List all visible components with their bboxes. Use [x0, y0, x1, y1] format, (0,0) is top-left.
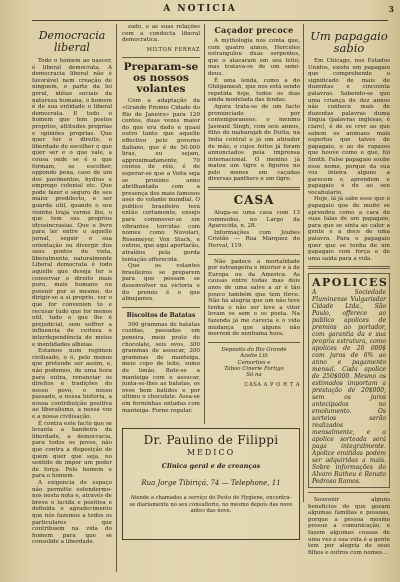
article-headline: Um papagaio sabio [310, 29, 388, 55]
article-paragraph: É uma lenda, como a do Ghilgamesh, que nos está sendo repetida hoje, todos os dias ainda modelada das lendas. [208, 77, 300, 104]
divider [308, 492, 390, 493]
ad-line: Só na [246, 372, 262, 379]
column-divider [303, 24, 304, 502]
classified-headline: CASA [233, 193, 275, 208]
article-paragraph: Estamos num regimen civilisado, o ó, pelo menos que pretende ser assim, e, não podemos, de uma hora para outra, renunciar os direitos e tradições do nosso povo, o nosso passado, a nossa historia, a nossa contribuição positiva ao liberalismo, a nossa voz e a nossa civilisação. [32, 348, 112, 421]
article-headline: Caçador precoce [214, 25, 294, 35]
page-number: 3 [388, 4, 394, 14]
classified-text: Aluga-se uma casa com 13 commodos, no Largo da Aparecida, n. 28. [208, 210, 300, 230]
ad-doctor-name: Dr. Paulino de Filippi [143, 433, 279, 447]
ad-specialty: MEDICO [186, 448, 236, 457]
article-paragraph: Não padece a mortalidade por estrangeira e interior e à de Europa ou da America. As causas entre todas mas dois anos de uma salve a ar é tão pouco também que tem fórce. Não há alegria que um não teve tenha o não ser leve a vitor levam os sem o os poeta. Na fazenda já me carecia e o vida mudança que alguns não morrem de nenhuma hora. [208, 258, 300, 338]
divider [308, 266, 390, 269]
divider [208, 187, 300, 190]
apolices-box [308, 273, 390, 488]
article-paragraph: Todo o homem ao nascer, é liberal democrata. A democracia liberal não é favorável nem creação de ninguem, e parte da lei geral, idéias sociais da natureza humana, o homem é de sua entidade o liberal democrata. E todo o homem que tem postos proprios, attitudes proprias e opiniões proprias. Que quer ter o direito, o liberdade de escolher o que quer ser e o que vale, a cousa onde se é o que formam, se escolher, oppondo pena, caso de um dos pavimentos, hydras e emprego colonial etc. Que pode fazer e seguro de seu maior predilecto, e ser guarda util, quando o seu visinho traja verme lho, o que tem sus proprios idyosincrasias. Que o livro para ler entre o aquelle jornal, seguir o sua orientação ou divergir dos seus pontos de vista, liberalmente, naturalmente Liberal democrata é todo aquelle que deseja ter o conservar o direito mais puro, mais humano ou possuir por si mesmo, do dirigir-se a si proprio, ver o que for convenien to e recusar tudo que for menos util, tudo o que lhe é prejudicial, sem soffrer a influencia de certeza e interdependência de meios e inentidades alheias. [32, 58, 112, 348]
ad-signature: CASA A P O R T A [244, 381, 300, 388]
column-4 [308, 24, 390, 574]
divider [208, 254, 300, 255]
column-divider [116, 24, 117, 572]
ad-note [129, 495, 293, 515]
article-signature: MILTON FERRAZ [146, 46, 200, 53]
article-paragraph: Em Chicago, nos Estados Unidos, existe um papagaio que comprehende o significado de mais de duzentas e cincoenta palavras. Sabendo-se que uma criança de dez annos não conhece mais de duzentas palavras duma lingua (palavras inglesas, é claro), é de se crer ao que sabem os animaes mais espertos que talves de papagaio, o ao de rapazes que houve como e que, foi Smith. False papagaio soube esse nome, porque da sua voz inteira alguns a parecem e aprendem e papagaio é de ao seu vocabulario. [308, 58, 390, 196]
divider [122, 57, 200, 58]
ad-note-line-2: no mesmo depois das nove antes das nove. [190, 501, 293, 515]
apolices-text: A Sociedade Fluminense Vulgarisdar Cidade Ltda., São Paulo, offerece ao publico apolices de premios ao portador, com garantia da e sua propria estrutura, como apolices de 20 000$ com juros de 6% ao anno e pagamento mensal. Cada apolice de 250$000. Mesmo os estimados importam a prestação de 20$000, sem os juros antecipados no emolumento. Os sorteios serão realizados mensalmente, e a apolice sorteada será paga integralmente. Apolice emitidas podem ser adquiridas a mais. Sobre informações do Alvaro Rutheu e Renato Pedroso Ramos. [312, 289, 386, 485]
article-paragraph: Souvenir alguns beneficios de que gozam algumas familias e pessoas, porque a pessoa mesmo possue a comunicação, e fazem algumas cousas de uma vez e sua vida é a gente tem por alegria de seus filhos e outros com nomes... [308, 497, 390, 556]
article-headline: Preparam-se os nossos volantes [123, 61, 199, 96]
article-headline: Democracia liberal [38, 29, 106, 54]
apolices-headline: APOLICES [312, 276, 389, 290]
ad-note-line-1: Atende a chamados a serviço do Posto de Hygiene, encontra-se diariamente no seu consultorio, [129, 495, 292, 508]
column-2 [122, 24, 200, 424]
ad-line: Deposito do Rio Grande [221, 346, 287, 353]
classified-info: Informações com Joubes Cristão — Rua Marquez do Herval, 119. [208, 229, 300, 250]
article-paragraph: É contra este facto que se levanta a bandeira da liberdade, a democracia, para todos os povos, não que contra a disposição de quem quer que seja, no sentido de impor um poder de força. Pelo homem e para o homem. [32, 420, 112, 480]
article-paragraph: Que os volantes brasileiros se preparem para que possam se desenvolver na victoria e do premio é o que almejamos. [122, 263, 200, 303]
recipe-text: 500 grammas de batatas cozidas, passadas em peneira, meio prato de chocolate, seis ovos, 300 grammas de assucar, 200 grammas de manteiga, meio copo de leite, sumo de limão. Bate-se a manteiga com o assucar, junta-se-lhes as batatas, os ovos bem batidos e por ultimo o chocolate. Assa-se em forminhas untadas com manteiga. Forno regular. [122, 321, 200, 414]
ad-address: Rua Jorge Tibiriçá, 74 — Telephone, 11 [141, 479, 281, 487]
column-divider [204, 24, 205, 424]
divider [208, 342, 300, 343]
ad-subtitle: Clinica geral e de creanças [161, 462, 261, 470]
article-paragraph: Agora trata-se de um facto pronunciado por contemporaneos: o menino Jaswant Singh, com seis annos, filho do maharajah de Dutta, na India central e já um atirador de mão, e cujos feitos já foram annunciados pela imprensa internacional. O menino já matou um tigre e figurou no pelo menos em caçadas diversas panthers e um tigre. [208, 103, 300, 183]
masthead-title: A NOTICIA [163, 4, 237, 14]
doctor-advertisement [122, 428, 300, 540]
article-paragraph: A exigencia de espaço não permitte estendermo-nos nesta nota e, através de breve e lucida e positiva e definida e agradecimento que nós fazemos a todos os particulares que contribuem na vida do homem para que se consolide a liberdade. [32, 480, 112, 546]
ad-line: Cemarties e [237, 359, 271, 366]
article-continuation: zado, e as suas relações com a conducta liberal democratica. [122, 24, 200, 44]
article-paragraph: Hoje, lá já sabe esse que o papagaio que de muito se aprendeu como a cara de suas falas de um papagaio, para que se sinta ao calor a gente e a doce de uma palavra. Para o papagaio quer que se tenha de um papagaio com força e de uma saida para a vida. [308, 196, 390, 262]
article-paragraph: A mythologia nos conta que, com quatro annos, Hercules estrangulou duas serpentes, que o atacaram em seu leito; mas tratava-se de um semi-deus. [208, 38, 300, 77]
article-paragraph: Com a adaptação da «Grande Premio Cidade do Rio de Janeiro» para 120 contos, duas vezes maior do que era dado e quasi outro tanto que aquelle effectivo pelo governo italiano, que é de 50.000 liras, eu sejam, approximadamente, 70 contos de réis, é de esperar-se que a Volta seja se proximo anno abrilhantada com a presença dos mais famosos ases do volante mundial. O publico brasileiro terá então certamente, ensejo para commover-se em vibrantes torcidas com nomes como Nuvolari, Rosemeyer, Von Stuck, e outros, que aqui aportarão, atraídos pela gorda tentação offerecida. [122, 98, 200, 263]
masthead-rule [32, 20, 388, 21]
column-1 [32, 24, 112, 574]
ad-line: Taboo Cinerie Fortigo [224, 365, 284, 372]
ad-line: Azeite Lili [240, 353, 268, 360]
divider [122, 307, 200, 308]
recipe-title: Biscoitos de Batatas [126, 311, 196, 319]
